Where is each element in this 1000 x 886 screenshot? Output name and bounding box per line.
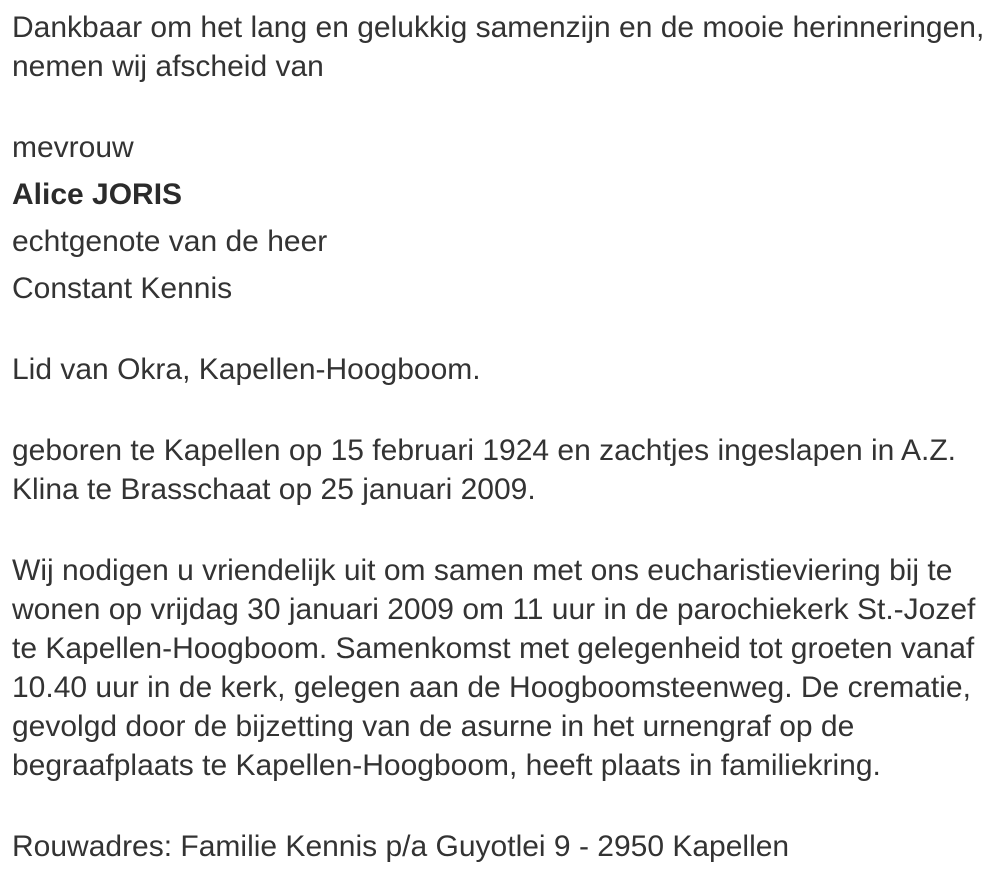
ceremony-paragraph bbox=[12, 551, 986, 785]
text-line: mevrouw bbox=[12, 131, 134, 164]
text-line: te Kapellen-Hoogboom. Samenkomst met gelegenheid tot groeten vanaf bbox=[12, 632, 975, 665]
text-line: Alice JORIS bbox=[12, 178, 183, 211]
text-line: Rouwadres: Familie Kennis p/a Guyotlei 9 - 2950 Kapellen bbox=[12, 830, 790, 863]
intro-paragraph bbox=[12, 8, 986, 86]
membership-line bbox=[12, 350, 986, 389]
salutation-line bbox=[12, 128, 986, 167]
text-line: Klina te Brasschaat op 25 januari 2009. bbox=[12, 473, 536, 506]
text-line: nemen wij afscheid van bbox=[12, 50, 324, 83]
text-line: Dankbaar om het lang en gelukkig samenzijn en de mooie herinneringen, bbox=[12, 11, 985, 44]
text-line: begraafplaats te Kapellen-Hoogboom, heeft plaats in familiekring. bbox=[12, 749, 881, 782]
spouse-name bbox=[12, 269, 986, 308]
text-line: echtgenote van de heer bbox=[12, 225, 328, 258]
life-dates-paragraph bbox=[12, 431, 986, 509]
text-line: wonen op vrijdag 30 januari 2009 om 11 uur in de parochiekerk St.-Jozef bbox=[12, 593, 976, 626]
deceased-name bbox=[12, 175, 986, 214]
text-line: gevolgd door de bijzetting van de asurne in het urnengraf op de bbox=[12, 710, 855, 743]
text-line: Wij nodigen u vriendelijk uit om samen met ons eucharistieviering bij te bbox=[12, 554, 953, 587]
text-line: geboren te Kapellen op 15 februari 1924 en zachtjes ingeslapen in A.Z. bbox=[12, 434, 957, 467]
text-line: Lid van Okra, Kapellen-Hoogboom. bbox=[12, 353, 481, 386]
mourning-address-line bbox=[12, 827, 986, 866]
relation-line bbox=[12, 222, 986, 261]
text-line: 10.40 uur in de kerk, gelegen aan de Hoogboomsteenweg. De crematie, bbox=[12, 671, 971, 704]
text-line: Constant Kennis bbox=[12, 272, 233, 305]
